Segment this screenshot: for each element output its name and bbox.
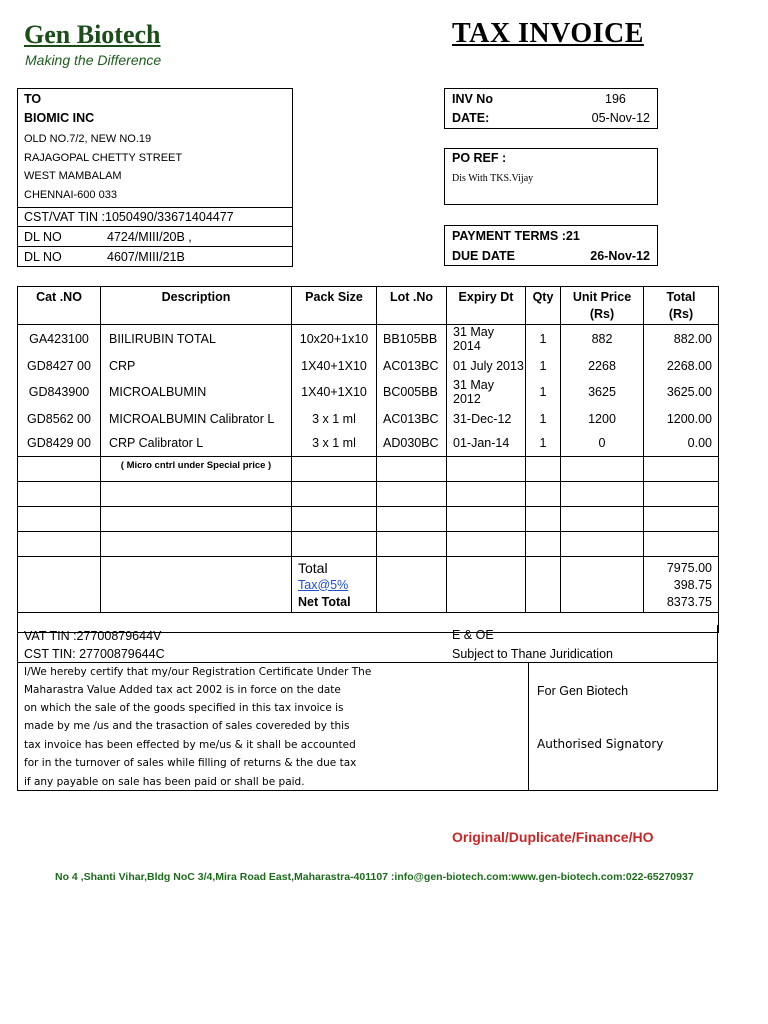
cat-no: GD8562 00 (18, 406, 101, 431)
table-header-row (18, 287, 719, 325)
qty: 1 (526, 325, 561, 354)
description: CRP (101, 353, 292, 378)
certification-line: on which the sale of the goods specified in this tax invoice is (24, 702, 344, 714)
expiry-date: 31 May 2012 (447, 378, 526, 406)
table-row (18, 481, 719, 506)
buyer-address-line: WEST MAMBALAM (24, 170, 122, 182)
footer-address: No 4 ,Shanti Vihar,Bldg NoC 3/4,Mira Road East,Maharastra-401107 :info@gen-biotech.com:www.gen-biotech.com:022-65270937 (55, 871, 694, 883)
lot-no: AC013BC (377, 406, 447, 431)
qty: 1 (526, 378, 561, 406)
date-label: DATE: (452, 111, 490, 125)
table-row (18, 325, 719, 354)
expiry-date: 31-Dec-12 (447, 406, 526, 431)
dl-value: 4607/MIII/21B (107, 250, 185, 264)
table-row (18, 406, 719, 431)
header-cat-no: Cat .NO (18, 287, 101, 325)
lot-no: BB105BB (377, 325, 447, 354)
certification-line: for in the turnover of sales while filling of returns & the due tax (24, 757, 357, 769)
table-row (18, 456, 719, 481)
net-total-value: 8373.75 (666, 594, 712, 609)
vat-tin: VAT TIN :27700879644V (24, 629, 162, 643)
cat-no: GD8427 00 (18, 353, 101, 378)
header-qty: Qty (526, 287, 561, 325)
copy-type: Original/Duplicate/Finance/HO (452, 829, 654, 845)
unit-price: 0 (561, 431, 644, 456)
certification-line: I/We hereby certify that my/our Registration Certificate Under The (24, 666, 372, 678)
cat-no: GD843900 (18, 378, 101, 406)
cat-no: GA423100 (18, 325, 101, 354)
for-company: For Gen Biotech (537, 684, 629, 698)
line-total: 1200.00 (644, 406, 719, 431)
table-row (18, 353, 719, 378)
tax-value: 398.75 (673, 577, 712, 592)
qty: 1 (526, 406, 561, 431)
certification-line: made by me /us and the trasaction of sales covereded by this (24, 720, 350, 732)
unit-price: 3625 (561, 378, 644, 406)
date-value: 05-Nov-12 (591, 111, 650, 125)
header-description: Description (101, 287, 292, 325)
expiry-date: 01-Jan-14 (447, 431, 526, 456)
total-value: 7975.00 (666, 560, 712, 575)
to-label: TO (24, 92, 42, 106)
totals-row (18, 556, 719, 612)
table-row (18, 431, 719, 456)
buyer-address-line: OLD NO.7/2, NEW NO.19 (24, 133, 152, 145)
lot-no: AD030BC (377, 431, 447, 456)
line-total: 3625.00 (644, 378, 719, 406)
unit-price: 1200 (561, 406, 644, 431)
inv-no-label: INV No (452, 92, 493, 106)
header-lot-no: Lot .No (377, 287, 447, 325)
buyer-name: BIOMIC INC (24, 111, 95, 125)
cat-no: GD8429 00 (18, 431, 101, 456)
lot-no: BC005BB (377, 378, 447, 406)
due-date-value: 26-Nov-12 (590, 249, 650, 263)
qty: 1 (526, 431, 561, 456)
buyer-address-line: RAJAGOPAL CHETTY STREET (24, 152, 183, 164)
invoice-title: TAX INVOICE (452, 18, 644, 49)
po-ref-label: PO REF : (452, 151, 507, 165)
unit-price: 882 (561, 325, 644, 354)
expiry-date: 31 May 2014 (447, 325, 526, 354)
certification-line: Maharastra Value Added tax act 2002 is in force on the date (24, 684, 341, 696)
due-date-label: DUE DATE (452, 249, 515, 263)
net-total-label: Net Total (298, 594, 351, 609)
e-oe: E & OE (452, 628, 494, 642)
description: CRP Calibrator L (101, 431, 292, 456)
header-pack-size: Pack Size (292, 287, 377, 325)
table-row (18, 378, 719, 406)
lot-no: AC013BC (377, 353, 447, 378)
payment-terms: PAYMENT TERMS :21 (452, 229, 580, 243)
special-price-note: ( Micro cntrl under Special price ) (101, 456, 292, 481)
company-name: Gen Biotech (24, 20, 161, 49)
unit-price: 2268 (561, 353, 644, 378)
description: MICROALBUMIN (101, 378, 292, 406)
certification-line: tax invoice has been effected by me/us & it shall be accounted (24, 739, 356, 751)
po-ref-value: Dis With TKS.Vijay (452, 173, 534, 184)
buyer-address-line: CHENNAI-600 033 (24, 189, 117, 201)
expiry-date: 01 July 2013 (447, 353, 526, 378)
qty: 1 (526, 353, 561, 378)
table-row (18, 531, 719, 556)
dl-label: DL NO (24, 230, 62, 244)
authorised-signatory: Authorised Signatory (537, 737, 664, 751)
company-tagline: Making the Difference (25, 52, 162, 68)
dl-label: DL NO (24, 250, 62, 264)
description: MICROALBUMIN Calibrator L (101, 406, 292, 431)
header-unit-price: Unit Price (Rs) (561, 287, 644, 325)
inv-no-value: 196 (605, 92, 626, 106)
line-total: 2268.00 (644, 353, 719, 378)
pack-size: 3 x 1 ml (292, 431, 377, 456)
certification-line: if any payable on sale has been paid or shall be paid. (24, 776, 305, 788)
pack-size: 3 x 1 ml (292, 406, 377, 431)
line-total: 882.00 (644, 325, 719, 354)
pack-size: 10x20+1x10 (292, 325, 377, 354)
header-expiry: Expiry Dt (447, 287, 526, 325)
line-total: 0.00 (644, 431, 719, 456)
buyer-cst-vat-tin: CST/VAT TIN :1050490/33671404477 (24, 210, 234, 224)
jurisdiction: Subject to Thane Juridication (452, 647, 613, 661)
pack-size: 1X40+1X10 (292, 353, 377, 378)
total-label: Total (298, 559, 328, 576)
table-row (18, 506, 719, 531)
description: BIILIRUBIN TOTAL (101, 325, 292, 354)
pack-size: 1X40+1X10 (292, 378, 377, 406)
cst-tin: CST TIN: 27700879644C (24, 647, 165, 661)
tax-label[interactable]: Tax@5% (298, 577, 349, 592)
header-total: Total (Rs) (644, 287, 719, 325)
dl-value: 4724/MIII/20B , (107, 230, 192, 244)
items-table (17, 286, 719, 633)
